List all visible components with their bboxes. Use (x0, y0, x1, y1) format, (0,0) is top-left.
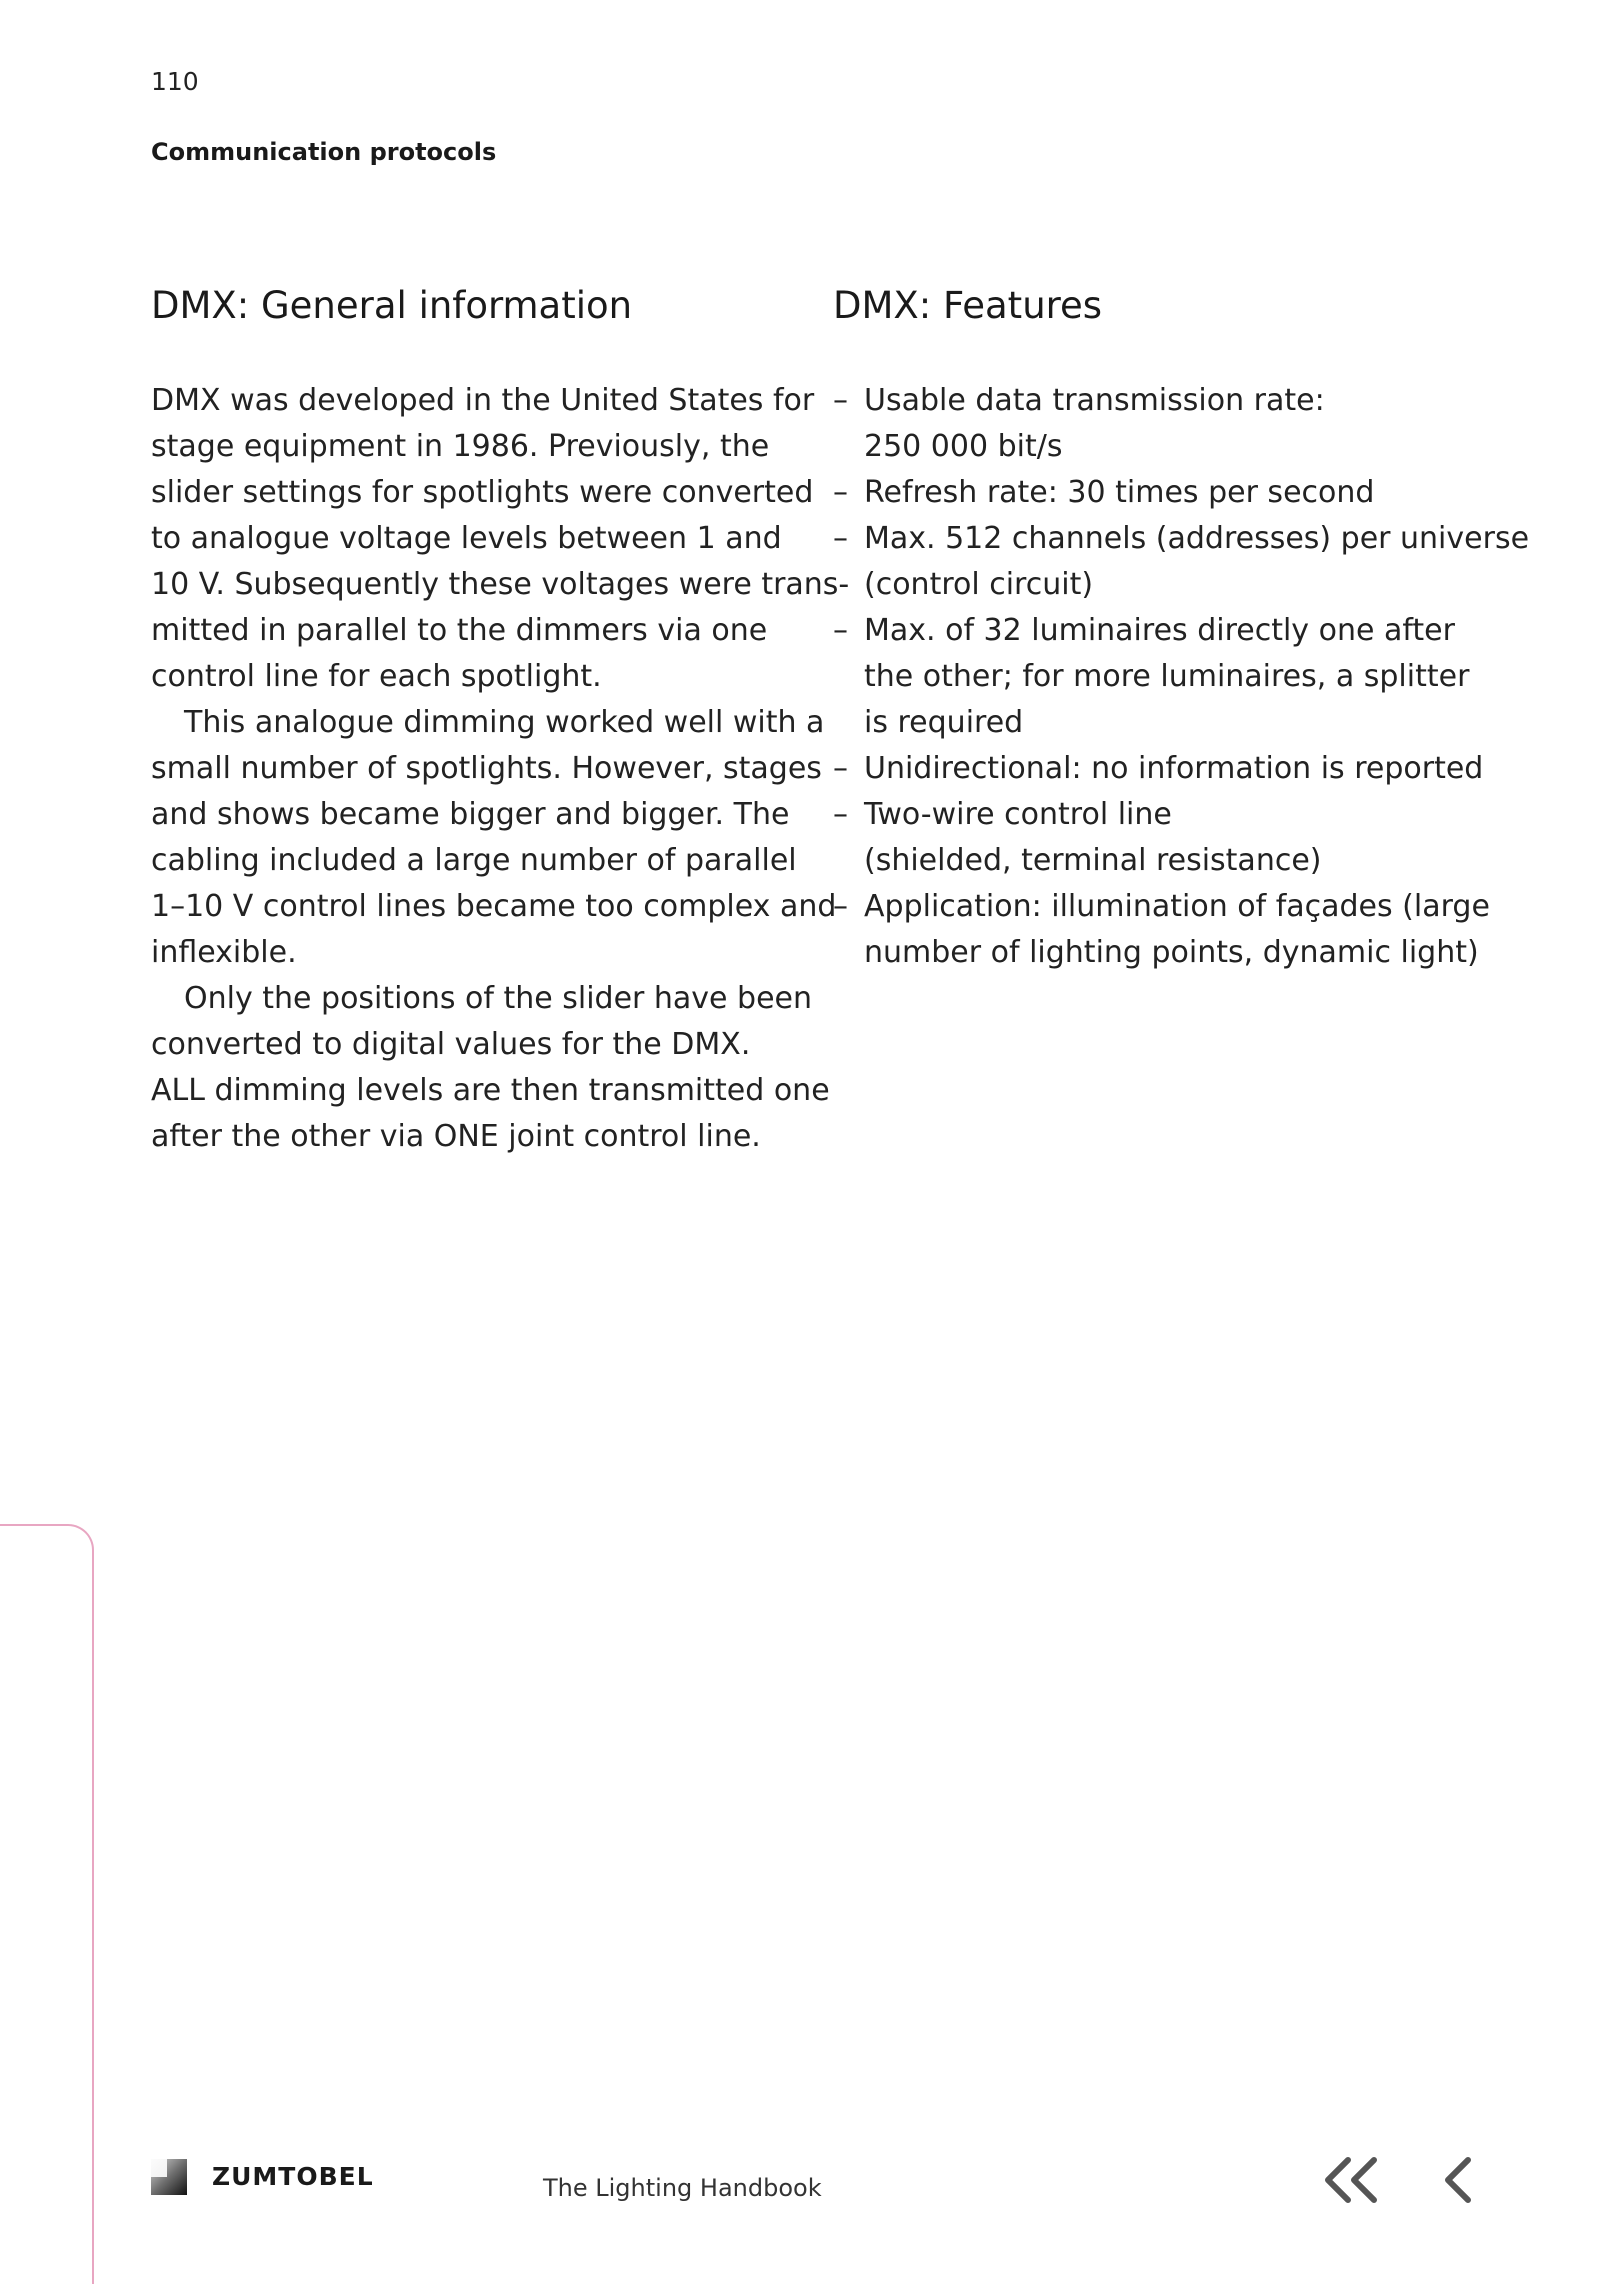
first-page-button[interactable] (1318, 2154, 1382, 2206)
text-line: to analogue voltage levels between 1 and (151, 521, 782, 556)
dash-bullet: – (833, 383, 848, 418)
text-line: Max. of 32 luminaires directly one after (864, 613, 1455, 648)
text-line: after the other via ONE joint control line. (151, 1119, 761, 1154)
text-line: Usable data transmission rate: (864, 383, 1325, 418)
feature-item (833, 516, 1530, 608)
text-line: 250 000 bit/s (864, 429, 1063, 464)
text-line: Two-wire control line (864, 797, 1172, 832)
text-line: (shielded, terminal resistance) (864, 843, 1322, 878)
text-line: is required (864, 705, 1024, 740)
chevron-left-icon (1440, 2154, 1476, 2206)
section-label: Communication protocols (151, 138, 497, 166)
text-line: Max. 512 channels (addresses) per universe (864, 521, 1530, 556)
double-chevron-left-icon (1318, 2154, 1382, 2206)
dash-bullet: – (833, 613, 848, 648)
text-line: mitted in parallel to the dimmers via one (151, 613, 768, 648)
previous-page-button[interactable] (1440, 2154, 1476, 2206)
dash-bullet: – (833, 797, 848, 832)
paragraph-1 (151, 378, 850, 700)
paragraph-2 (151, 700, 837, 976)
handbook-title: The Lighting Handbook (543, 2174, 822, 2202)
feature-item (833, 470, 1523, 516)
text-line: stage equipment in 1986. Previously, the (151, 429, 770, 464)
dash-bullet: – (833, 475, 848, 510)
text-line: (control circuit) (864, 567, 1094, 602)
text-line: control line for each spotlight. (151, 659, 602, 694)
zumtobel-logo-icon (151, 2159, 187, 2195)
text-line: Refresh rate: 30 times per second (864, 475, 1375, 510)
dash-bullet: – (833, 889, 848, 924)
paragraph-3 (151, 976, 830, 1160)
text-line: inflexible. (151, 935, 297, 970)
text-line: converted to digital values for the DMX. (151, 1027, 751, 1062)
text-line: DMX was developed in the United States for (151, 383, 815, 418)
page-number: 110 (151, 67, 199, 96)
general-information-column (151, 280, 850, 1160)
text-line: number of lighting points, dynamic light) (864, 935, 1479, 970)
feature-item (833, 378, 1523, 470)
feature-item (833, 884, 1523, 976)
text-line: and shows became bigger and bigger. The (151, 797, 790, 832)
text-line: cabling included a large number of parallel (151, 843, 797, 878)
features-heading: DMX: Features (833, 284, 1103, 327)
general-information-body (151, 378, 850, 1160)
text-line: This analogue dimming worked well with a (184, 705, 825, 740)
page-edge-decoration (0, 1524, 94, 2284)
text-line: ALL dimming levels are then transmitted one (151, 1073, 830, 1108)
dash-bullet: – (833, 751, 848, 786)
text-line: small number of spotlights. However, stages (151, 751, 822, 786)
general-information-heading: DMX: General information (151, 284, 633, 327)
text-line: 1–10 V control lines became too complex and (151, 889, 837, 924)
feature-item (833, 746, 1523, 792)
text-line: the other; for more luminaires, a splitter (864, 659, 1470, 694)
text-line: Unidirectional: no information is reported (864, 751, 1484, 786)
text-line: slider settings for spotlights were converted (151, 475, 814, 510)
text-line: Application: illumination of façades (large (864, 889, 1490, 924)
feature-item (833, 792, 1523, 884)
dash-bullet: – (833, 521, 848, 556)
features-list (833, 378, 1530, 976)
feature-item (833, 608, 1523, 746)
text-line: Only the positions of the slider have been (184, 981, 813, 1016)
features-column (833, 280, 1530, 976)
brand-name: ZUMTOBEL (212, 2162, 374, 2191)
text-line: 10 V. Subsequently these voltages were trans- (151, 567, 850, 602)
brand-logo (151, 2159, 374, 2195)
